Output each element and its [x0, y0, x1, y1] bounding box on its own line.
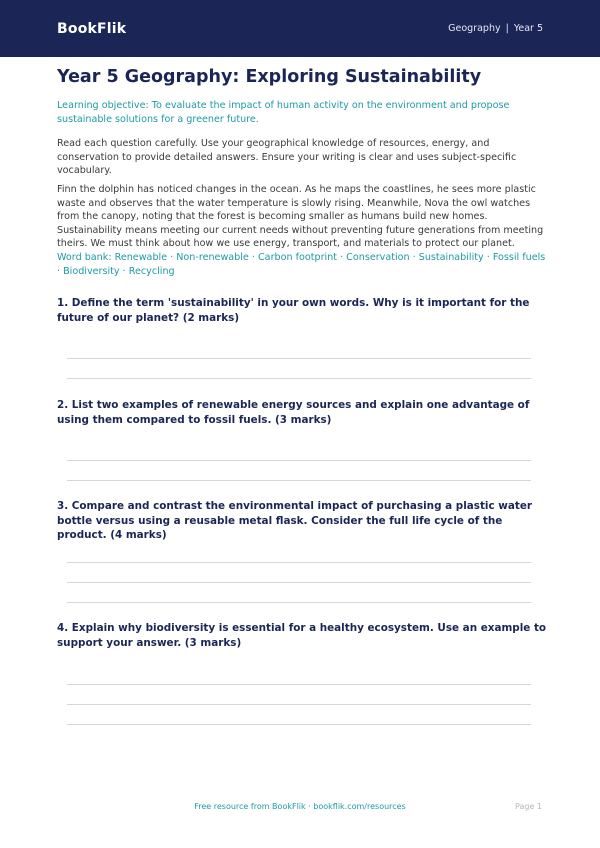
page-header	[0, 0, 600, 57]
answer-line[interactable]	[67, 480, 531, 481]
header-subject: Geography	[448, 23, 501, 34]
footer-resource-link[interactable]: Free resource from BookFlik · bookflik.com/resources	[194, 802, 406, 811]
answer-line[interactable]	[67, 602, 531, 603]
header-separator: |	[505, 23, 509, 34]
question-3: 3. Compare and contrast the environmental impact of purchasing a plastic water bottle versus using a reusable metal flask. Consider the full life cycle of the product. (4 marks)	[57, 500, 533, 541]
learning-objective: Learning objective: To evaluate the impact of human activity on the environment and propose sustainable solutions for a greener future.	[57, 100, 510, 125]
question-4: 4. Explain why biodiversity is essential for a healthy ecosystem. Use an example to support your answer. (3 marks)	[57, 622, 547, 649]
instructions-paragraph: Read each question carefully. Use your geographical knowledge of resources, energy, and conservation to provide detailed answers. Ensure your writing is clear and uses subject-specific vocabulary.	[57, 138, 517, 176]
answer-line[interactable]	[67, 724, 531, 725]
answer-line[interactable]	[67, 684, 531, 685]
story-paragraph: Finn the dolphin has noticed changes in the ocean. As he maps the coastlines, he sees more plastic waste and observes that the water temperature is slowly rising. Meanwhile, Nova the owl watches from the canopy, noting that the forest is becoming smaller as humans build new homes. Sustainability means meeting our current needs without preventing future generations from meeting theirs. We must think about how we use energy, transport, and materials to protect our planet.	[57, 184, 544, 249]
answer-line[interactable]	[67, 358, 531, 359]
question-1: 1. Define the term 'sustainability' in your own words. Why is it important for the future of our planet? (2 marks)	[57, 297, 530, 324]
page-title: Year 5 Geography: Exploring Sustainability	[57, 67, 482, 87]
header-year: Year 5	[513, 23, 543, 34]
answer-line[interactable]	[67, 562, 531, 563]
answer-line[interactable]	[67, 460, 531, 461]
page-number: Page 1	[515, 802, 542, 811]
answer-line[interactable]	[67, 704, 531, 705]
answer-line[interactable]	[67, 378, 531, 379]
question-2: 2. List two examples of renewable energy sources and explain one advantage of using them compared to fossil fuels. (3 marks)	[57, 399, 530, 426]
header-meta	[448, 23, 543, 34]
word-bank: Word bank: Renewable · Non-renewable · Carbon footprint · Conservation · Sustainability · Fossil fuels · Biodiversity · Recycling	[57, 252, 546, 277]
brand-logo-text: BookFlik	[57, 20, 127, 37]
answer-line[interactable]	[67, 582, 531, 583]
